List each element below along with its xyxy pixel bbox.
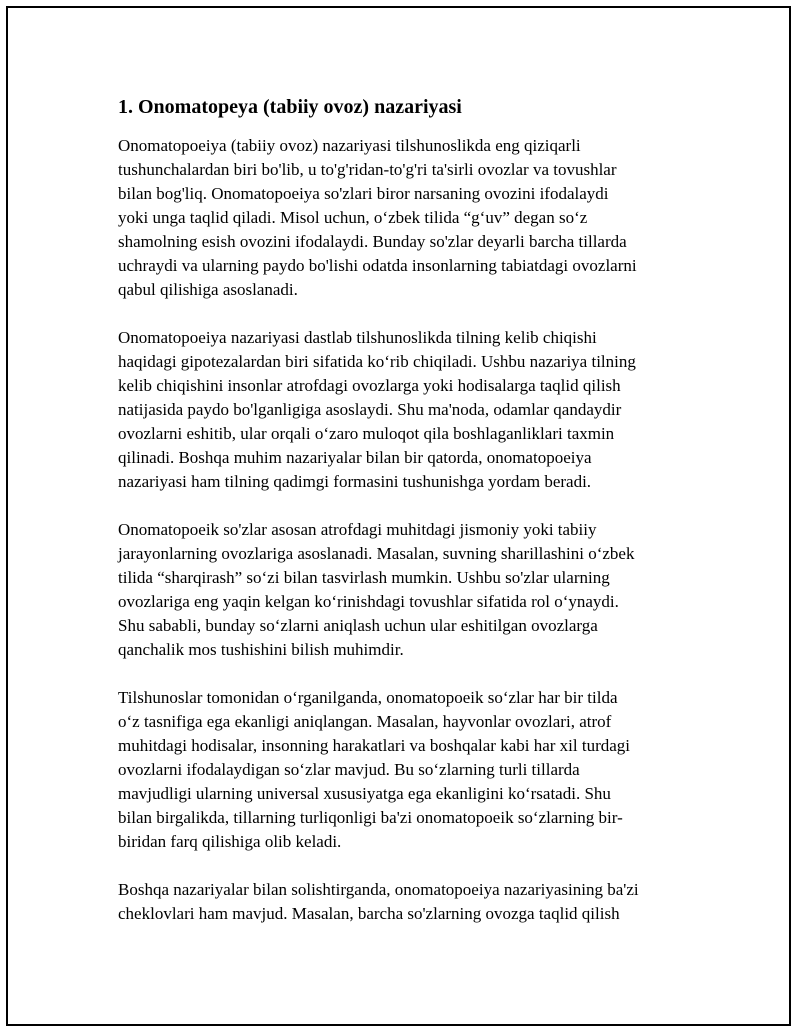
paragraph-line: qabul qilishiga asoslanadi. [118,280,298,299]
paragraph-line: ovozlariga eng yaqin kelgan ko‘rinishdagi tovushlar sifatida rol o‘ynaydi. [118,592,619,611]
paragraph-line: bilan birgalikda, tillarning turliqonligi ba'zi onomatopoeik so‘zlarning bir- [118,808,623,827]
paragraph-line: uchraydi va ularning paydo bo'lishi odatda insonlarning tabiatdagi ovozlarni [118,256,637,275]
paragraph-line: yoki unga taqlid qiladi. Misol uchun, o‘zbek tilida “g‘uv” degan so‘z [118,208,588,227]
paragraph-line: qilinadi. Boshqa muhim nazariyalar bilan bir qatorda, onomatopoeiya [118,448,592,467]
paragraph-line: jarayonlarning ovozlariga asoslanadi. Masalan, suvning sharillashini o‘zbek [118,544,635,563]
paragraph-line: biridan farq qilishiga olib keladi. [118,832,342,851]
document-body [118,94,678,950]
paragraph-line: Shu sababli, bunday so‘zlarni aniqlash uchun ular eshitilgan ovozlarga [118,616,598,635]
paragraph [118,518,678,662]
section-heading: 1. Onomatopeya (tabiiy ovoz) nazariyasi [118,96,462,118]
paragraph-line: shamolning esish ovozini ifodalaydi. Bunday so'zlar deyarli barcha tillarda [118,232,627,251]
paragraph-line: natijasida paydo bo'lganligiga asoslaydi. Shu ma'noda, odamlar qandaydir [118,400,622,419]
paragraph-line: tushunchalardan biri bo'lib, u to'g'ridan-to'g'ri ta'sirli ovozlar va tovushlar [118,160,617,179]
paragraph [118,134,678,302]
paragraph [118,326,678,494]
paragraph-line: qanchalik mos tushishini bilish muhimdir. [118,640,404,659]
paragraph-line: ovozlarni ifodalaydigan so‘zlar mavjud. Bu so‘zlarning turli tillarda [118,760,580,779]
paragraph-line: Boshqa nazariyalar bilan solishtirganda, onomatopoeiya nazariyasining ba'zi [118,880,639,899]
paragraph-line: Onomatopoeik so'zlar asosan atrofdagi muhitdagi jismoniy yoki tabiiy [118,520,597,539]
paragraph-line: ovozlarni eshitib, ular orqali o‘zaro muloqot qila boshlaganliklari taxmin [118,424,615,443]
paragraph [118,686,678,854]
paragraph [118,878,678,926]
paragraph-line: bilan bog'liq. Onomatopoeiya so'zlari biror narsaning ovozini ifodalaydi [118,184,609,203]
paragraph-line: Onomatopoeiya nazariyasi dastlab tilshunoslikda tilning kelib chiqishi [118,328,597,347]
paragraph-line: o‘z tasnifiga ega ekanligi aniqlangan. Masalan, hayvonlar ovozlari, atrof [118,712,612,731]
paragraph-line: tilida “sharqirash” so‘zi bilan tasvirlash mumkin. Ushbu so'zlar ularning [118,568,610,587]
paragraph-line: kelib chiqishini insonlar atrofdagi ovozlarga yoki hodisalarga taqlid qilish [118,376,621,395]
paragraph-line: Onomatopoeiya (tabiiy ovoz) nazariyasi tilshunoslikda eng qiziqarli [118,136,581,155]
paragraph-line: nazariyasi ham tilning qadimgi formasini tushunishga yordam beradi. [118,472,592,491]
paragraph-line: mavjudligi ularning universal xususiyatga ega ekanligini ko‘rsatadi. Shu [118,784,611,803]
paragraph-line: cheklovlari ham mavjud. Masalan, barcha so'zlarning ovozga taqlid qilish [118,904,620,923]
paragraph-list [118,134,678,926]
paragraph-line: muhitdagi hodisalar, insonning harakatlari va boshqalar kabi har xil turdagi [118,736,631,755]
paragraph-line: haqidagi gipotezalardan biri sifatida ko‘rib chiqiladi. Ushbu nazariya tilning [118,352,636,371]
paragraph-line: Tilshunoslar tomonidan o‘rganilganda, onomatopoeik so‘zlar har bir tilda [118,688,618,707]
